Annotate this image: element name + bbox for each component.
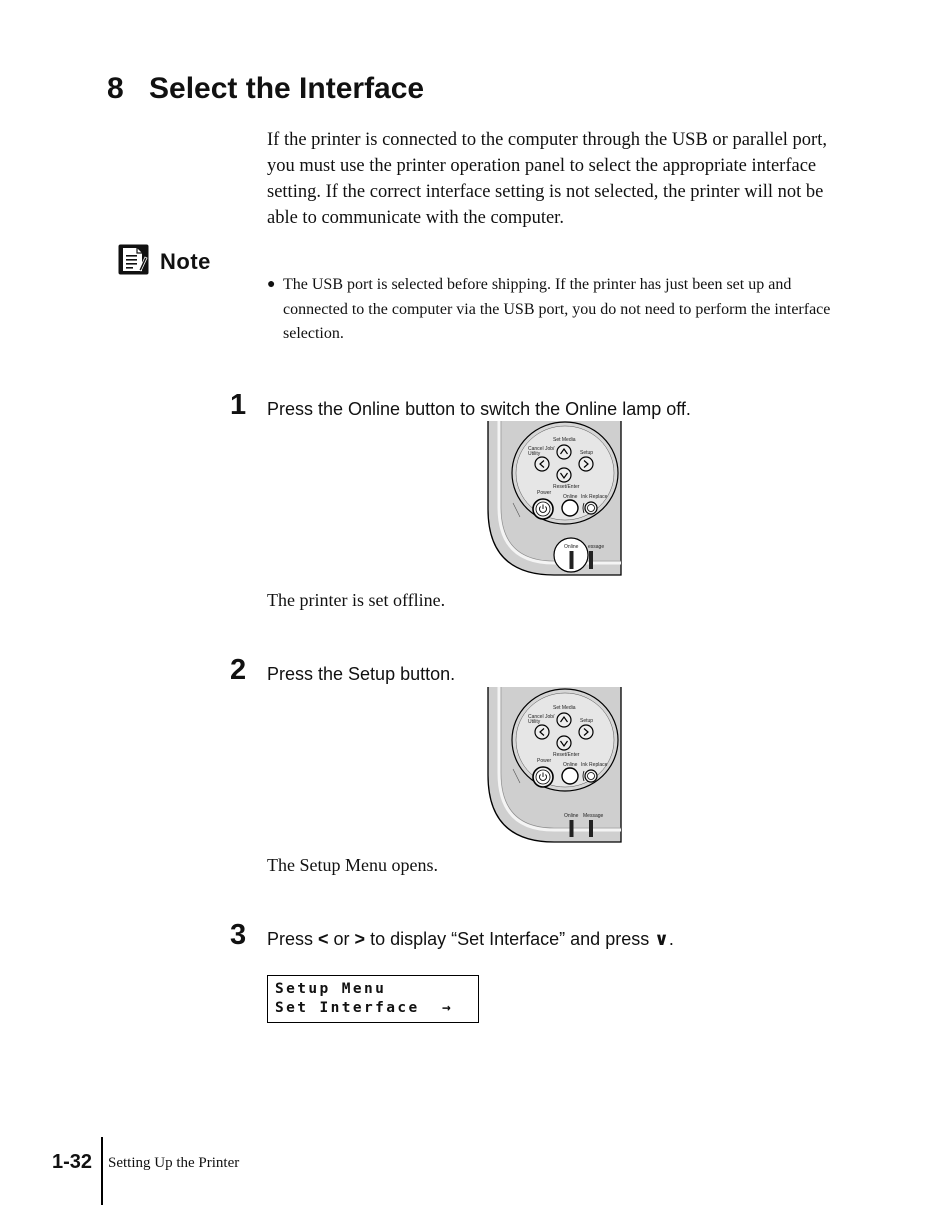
- footer-divider: [101, 1137, 103, 1205]
- step-3-number: 3: [230, 919, 247, 951]
- power-label: Power: [537, 490, 552, 496]
- setup-label: Setup: [580, 718, 594, 724]
- set-media-label: Set Media: [553, 437, 576, 443]
- lamp-online-label: Online: [564, 813, 579, 819]
- online-button[interactable]: [562, 768, 578, 784]
- utility-label: Utility: [528, 719, 541, 725]
- footer-chapter-title: Setting Up the Printer: [108, 1155, 240, 1171]
- step-1-number: 1: [230, 389, 247, 421]
- step-3-text-4: .: [668, 929, 674, 949]
- lamp-online-label: Online: [564, 544, 579, 550]
- online-lamp: [570, 551, 574, 569]
- note-item-text: The USB port is selected before shipping. If the printer has just been set up and connected to the computer via the USB port, you do not need to perform the interface selection.: [283, 276, 831, 342]
- step-2-number: 2: [230, 654, 247, 686]
- intro-paragraph: If the printer is connected to the computer through the USB or parallel port, you must use the printer operation panel to select the appropriate interface setting. If the correct interface setting is not selected, the printer will not be able to communicate with the computer.: [267, 130, 827, 228]
- down-button[interactable]: [557, 736, 571, 750]
- lcd-line-1: Setup Menu: [275, 981, 387, 997]
- step-3-text-2: or: [328, 929, 355, 949]
- left-button[interactable]: [535, 457, 549, 471]
- right-arrow-icon: >: [354, 929, 366, 949]
- ink-replace-label: Ink Replace: [581, 762, 608, 768]
- lamp-message-label: Message: [583, 813, 604, 819]
- message-lamp: [589, 820, 593, 837]
- online-lamp: [570, 820, 574, 837]
- section-heading: [107, 72, 424, 106]
- step-2-instruction: Press the Setup button.: [267, 664, 456, 684]
- step-2-result: The Setup Menu opens.: [267, 855, 438, 875]
- lamp-message-label: essage: [588, 544, 605, 550]
- step-1-instruction: Press the Online button to switch the Online lamp off.: [267, 399, 691, 419]
- power-label: Power: [537, 758, 552, 764]
- bullet-icon: ●: [267, 277, 276, 292]
- down-arrow-icon: ∨: [654, 929, 669, 949]
- online-label: Online: [563, 494, 578, 500]
- cancel-job-label: Cancel Job/: [528, 714, 555, 720]
- utility-label: Utility: [528, 451, 541, 457]
- left-arrow-icon: <: [318, 929, 329, 949]
- step-3-text-3: to display “Set Interface” and press: [365, 929, 655, 949]
- up-button[interactable]: [557, 445, 571, 459]
- message-lamp: [589, 551, 593, 569]
- setup-button[interactable]: [579, 725, 593, 739]
- page-number: 1-32: [52, 1151, 93, 1173]
- power-button[interactable]: [533, 499, 553, 519]
- down-button[interactable]: [557, 468, 571, 482]
- section-number: 8: [107, 72, 124, 105]
- step-3-text-1: Press: [267, 929, 319, 949]
- set-media-label: Set Media: [553, 705, 576, 711]
- note-item: [267, 273, 837, 347]
- note-label: [118, 246, 211, 278]
- section-title: Select the Interface: [149, 72, 425, 105]
- note-icon: [118, 244, 149, 280]
- left-button[interactable]: [535, 725, 549, 739]
- setup-label: Setup: [580, 450, 594, 456]
- note-title: Note: [160, 249, 211, 274]
- ink-replace-label: Ink Replace: [581, 494, 608, 500]
- right-button[interactable]: [579, 457, 593, 471]
- up-button[interactable]: [557, 713, 571, 727]
- power-button[interactable]: [533, 767, 553, 787]
- operation-panel-illustration-1: [487, 421, 623, 577]
- online-button[interactable]: [562, 500, 578, 516]
- lcd-display: [267, 975, 479, 1023]
- step-1-result: The printer is set offline.: [267, 590, 446, 610]
- operation-panel-illustration-2: [487, 687, 623, 845]
- step-3-instruction: [267, 929, 674, 950]
- cancel-job-label: Cancel Job/: [528, 446, 555, 452]
- online-label: Online: [563, 762, 578, 768]
- lcd-line-2: Set Interface →: [275, 1000, 454, 1016]
- reset-enter-label: Reset/Enter: [553, 752, 580, 758]
- reset-enter-label: Reset/Enter: [553, 484, 580, 490]
